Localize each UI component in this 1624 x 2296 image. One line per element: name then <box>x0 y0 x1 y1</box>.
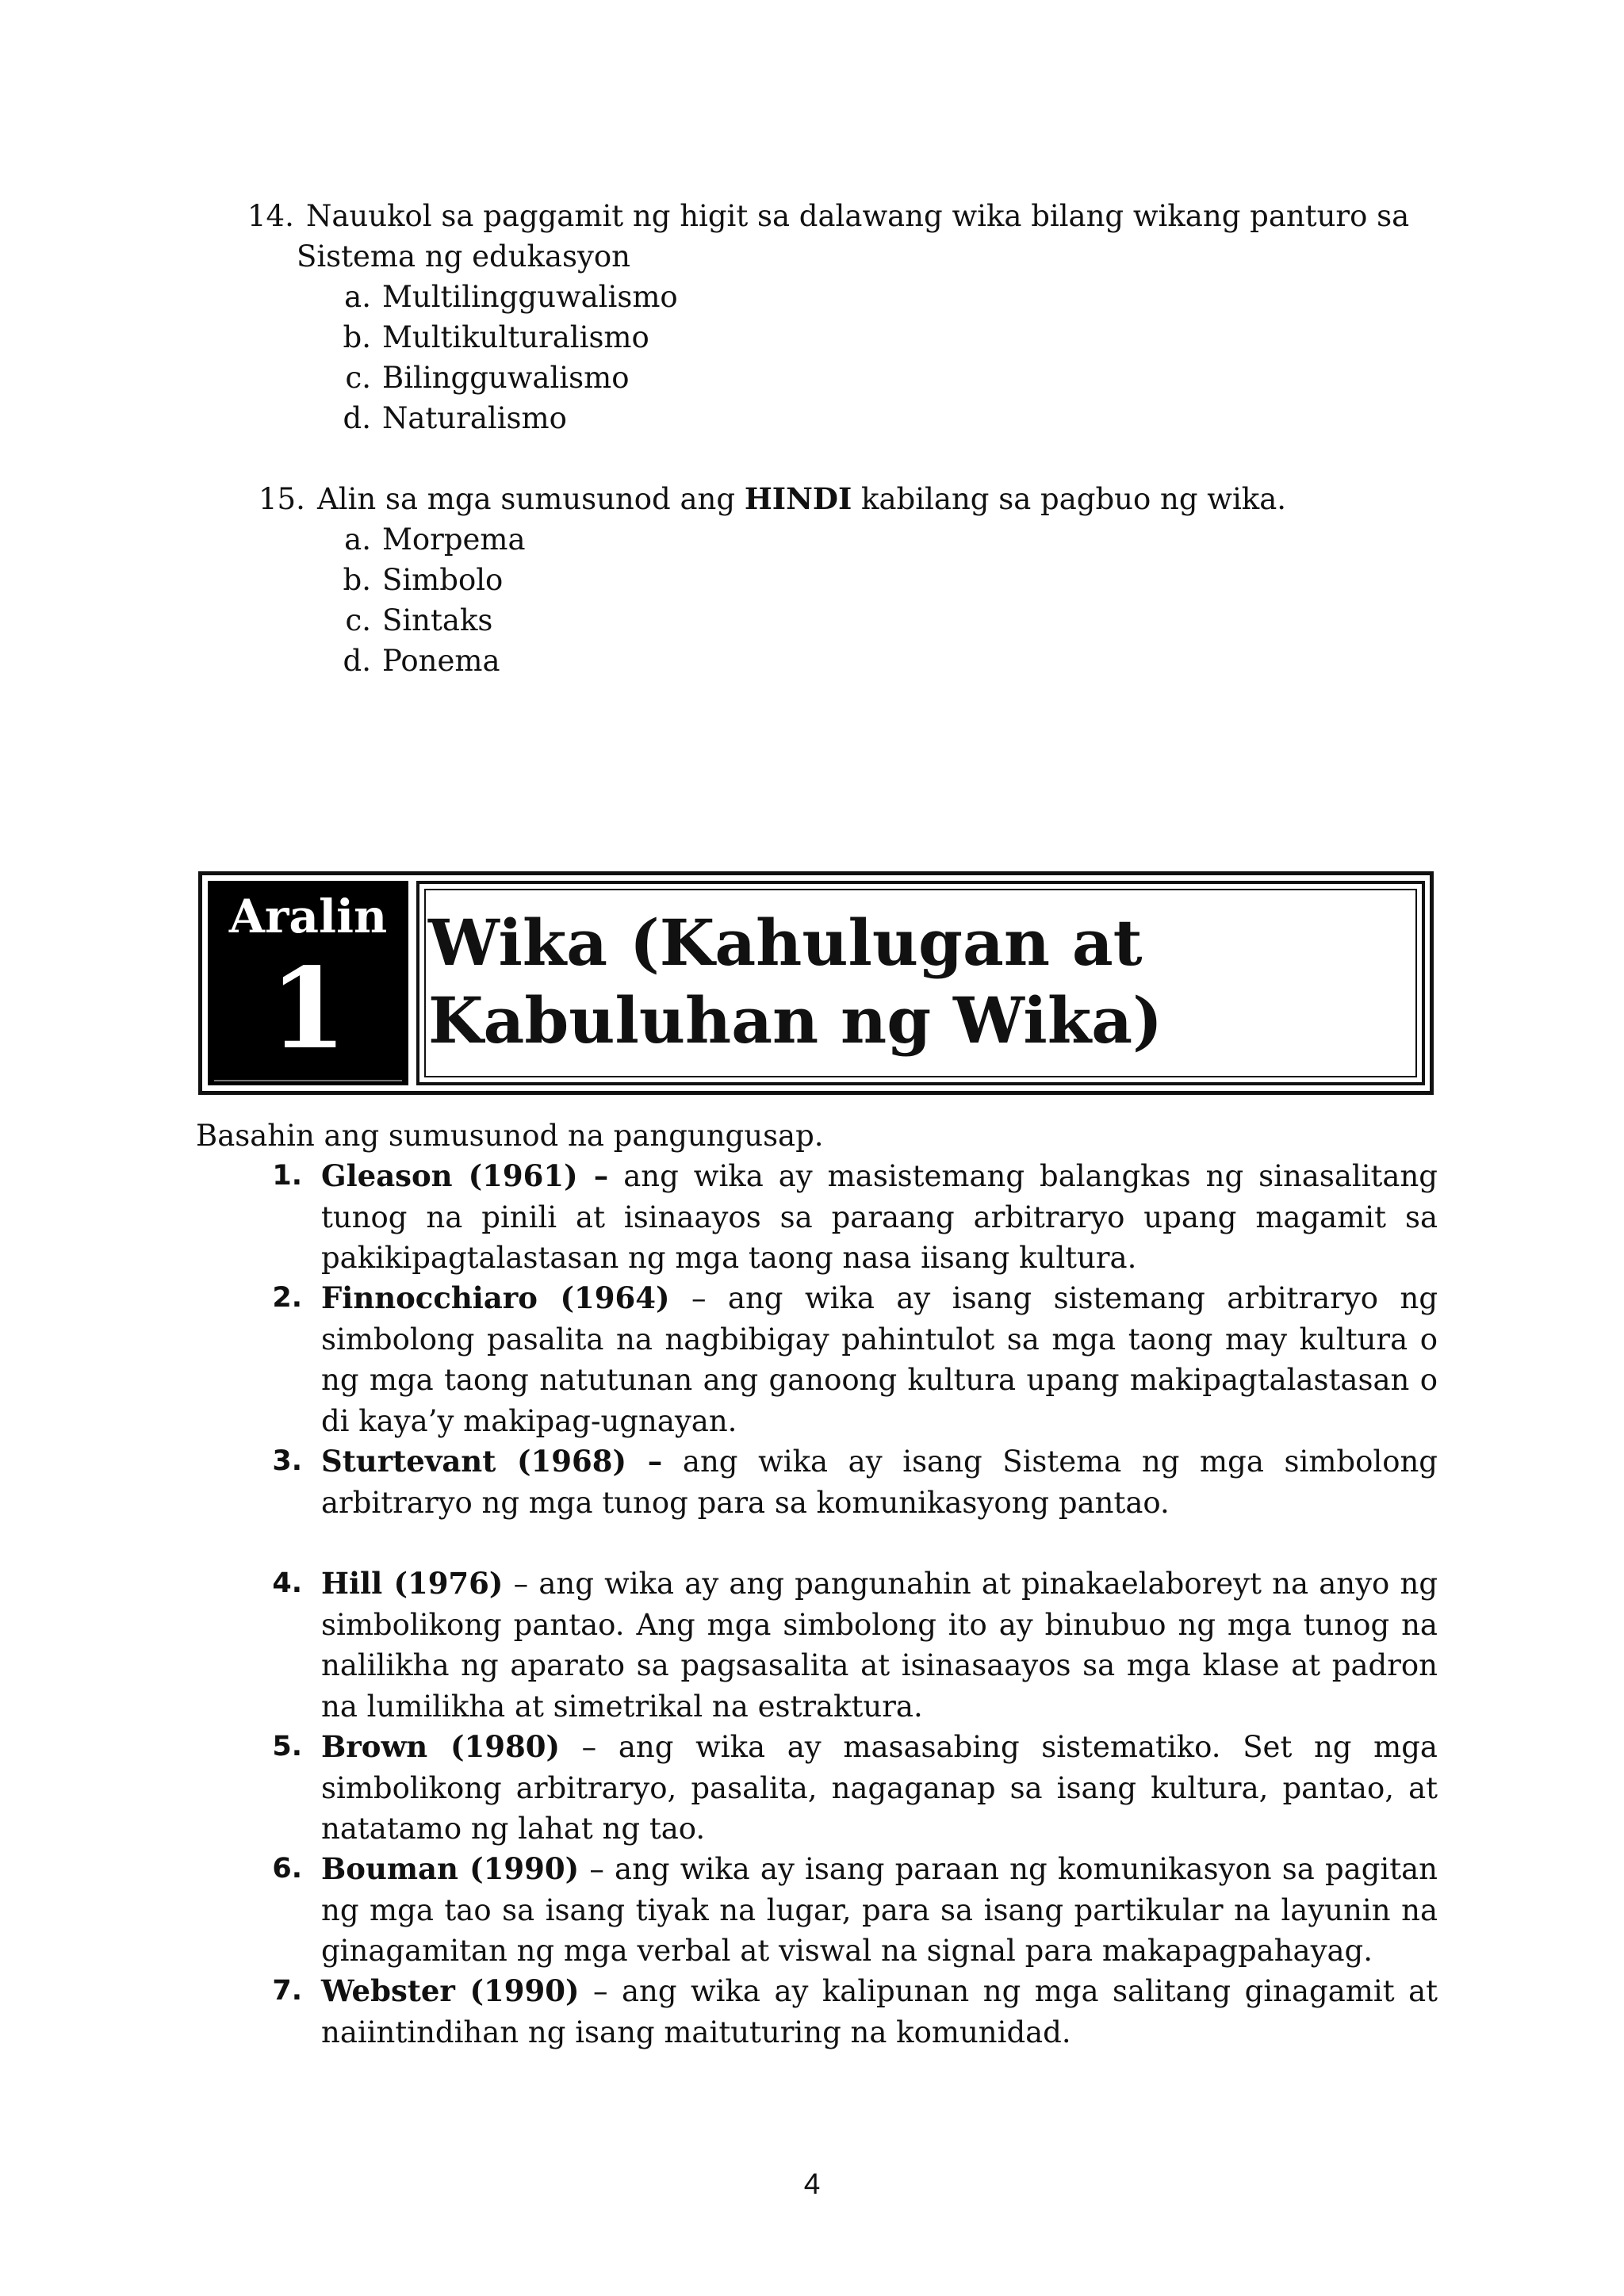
definition-number: 5. <box>272 1731 302 1762</box>
definition-author: Bouman (1990) <box>321 1851 580 1886</box>
option-text: Multilingguwalismo <box>382 280 678 314</box>
definition-number: 3. <box>272 1445 302 1477</box>
definition-number: 6. <box>272 1853 302 1885</box>
definition-item <box>269 1971 1438 2053</box>
option-letter: d. <box>343 401 371 435</box>
lesson-number-block <box>208 881 408 1085</box>
lesson-number: 1 <box>269 944 347 1074</box>
question-text-post: kabilang sa pagbuo ng wika. <box>852 482 1287 516</box>
option-b <box>322 317 649 358</box>
option-c <box>322 358 629 398</box>
definition-text: – ang wika ay isang sistemang arbitraryo ng simbolong pasalita na nagbibigay pahintulot sa mga taong may kultura o ng mga taong natutunan ang ganoong kultura upang makipagtalastasan o di kaya’y makipag-ugnayan. <box>321 1281 1438 1438</box>
option-letter: a. <box>344 280 371 314</box>
question-text-emphasis: HINDI <box>744 481 852 516</box>
option-letter: b. <box>343 563 371 597</box>
definition-item <box>269 1278 1438 1441</box>
option-a <box>322 277 678 317</box>
lesson-title <box>428 904 1411 1059</box>
definition-number: 2. <box>272 1282 302 1314</box>
option-c <box>322 600 492 641</box>
definition-item <box>269 1441 1438 1523</box>
definition-item <box>269 1727 1438 1850</box>
lesson-title-line2: Kabuluhan ng Wika) <box>428 983 1162 1058</box>
option-letter: c. <box>345 603 371 637</box>
option-text: Sintaks <box>382 603 493 637</box>
definition-number: 7. <box>272 1975 302 2007</box>
definition-item <box>269 1563 1438 1727</box>
definition-author: Webster (1990) <box>321 1973 580 2008</box>
question-text-line1: Nauukol sa paggamit ng higit sa dalawang wika bilang wikang panturo sa <box>306 199 1410 233</box>
definition-text: – ang wika ay kalipunan ng mga salitang ginagamit at naiintindihan ng isang maituturing na komunidad. <box>321 1974 1438 2049</box>
option-letter: c. <box>345 361 371 395</box>
definition-text: – ang wika ay ang pangunahin at pinakaelaboreyt na anyo ng simbolikong pantao. Ang mga simbolong ito ay binubuo ng mga tunog na nalilikha ng aparato sa pagsasalita at isinasaayos sa mga klase at padron na lumilikha at simetrikal na estraktura. <box>321 1567 1438 1724</box>
definition-text: – ang wika ay masasabing sistematiko. Set ng mga simbolikong arbitraryo, pasalita, nagaganap sa isang kultura, pantao, at natatamo ng lahat ng tao. <box>321 1730 1438 1846</box>
definition-number: 1. <box>272 1160 302 1192</box>
definition-number: 4. <box>272 1567 302 1599</box>
definition-author: Hill (1976) <box>321 1566 504 1601</box>
lesson-label: Aralin <box>228 890 388 943</box>
question-text <box>317 479 1286 519</box>
option-d <box>322 641 500 681</box>
question-number: 14. <box>247 199 294 233</box>
option-letter: d. <box>343 644 371 678</box>
definition-author: Brown (1980) <box>321 1729 560 1764</box>
definition-item <box>269 1849 1438 1972</box>
definition-author: Sturtevant (1968) – <box>321 1444 663 1479</box>
question-text-pre: Alin sa mga sumusunod ang <box>317 482 745 516</box>
option-text: Bilingguwalismo <box>382 361 630 395</box>
option-text: Naturalismo <box>382 401 567 435</box>
definition-item <box>269 1156 1438 1279</box>
definition-author: Finnocchiaro (1964) <box>321 1280 670 1315</box>
option-a <box>322 519 526 560</box>
question-text-line2: Sistema ng edukasyon <box>297 239 631 274</box>
option-text: Morpema <box>382 522 526 557</box>
question-number: 15. <box>259 482 305 516</box>
option-letter: a. <box>344 522 371 557</box>
lesson-block-divider <box>214 1080 402 1081</box>
option-text: Multikulturalismo <box>382 320 649 354</box>
option-text: Ponema <box>382 644 500 678</box>
definition-text: – ang wika ay isang paraan ng komunikasyon sa pagitan ng mga tao sa isang tiyak na lugar, para sa isang partikular na layunin na ginagamitan ng mga verbal at viswal na signal para makapagpahayag. <box>321 1852 1438 1968</box>
lesson-title-line1: Wika (Kahulugan at <box>428 905 1143 980</box>
definition-text: ang wika ay masistemang balangkas ng sinasalitang tunog na pinili at isinaayos sa paraang arbitraryo upang magamit sa pakikipagtalastasan ng mga taong nasa iisang kultura. <box>321 1159 1438 1275</box>
option-d <box>322 398 567 438</box>
option-letter: b. <box>343 320 371 354</box>
definition-text: ang wika ay isang Sistema ng mga simbolong arbitraryo ng mga tunog para sa komunikasyong pantao. <box>321 1445 1438 1520</box>
page-number: 4 <box>803 2168 821 2200</box>
option-b <box>322 560 503 600</box>
definition-author: Gleason (1961) – <box>321 1158 609 1193</box>
option-text: Simbolo <box>382 563 504 597</box>
intro-text: Basahin ang sumusunod na pangungusap. <box>196 1119 824 1153</box>
